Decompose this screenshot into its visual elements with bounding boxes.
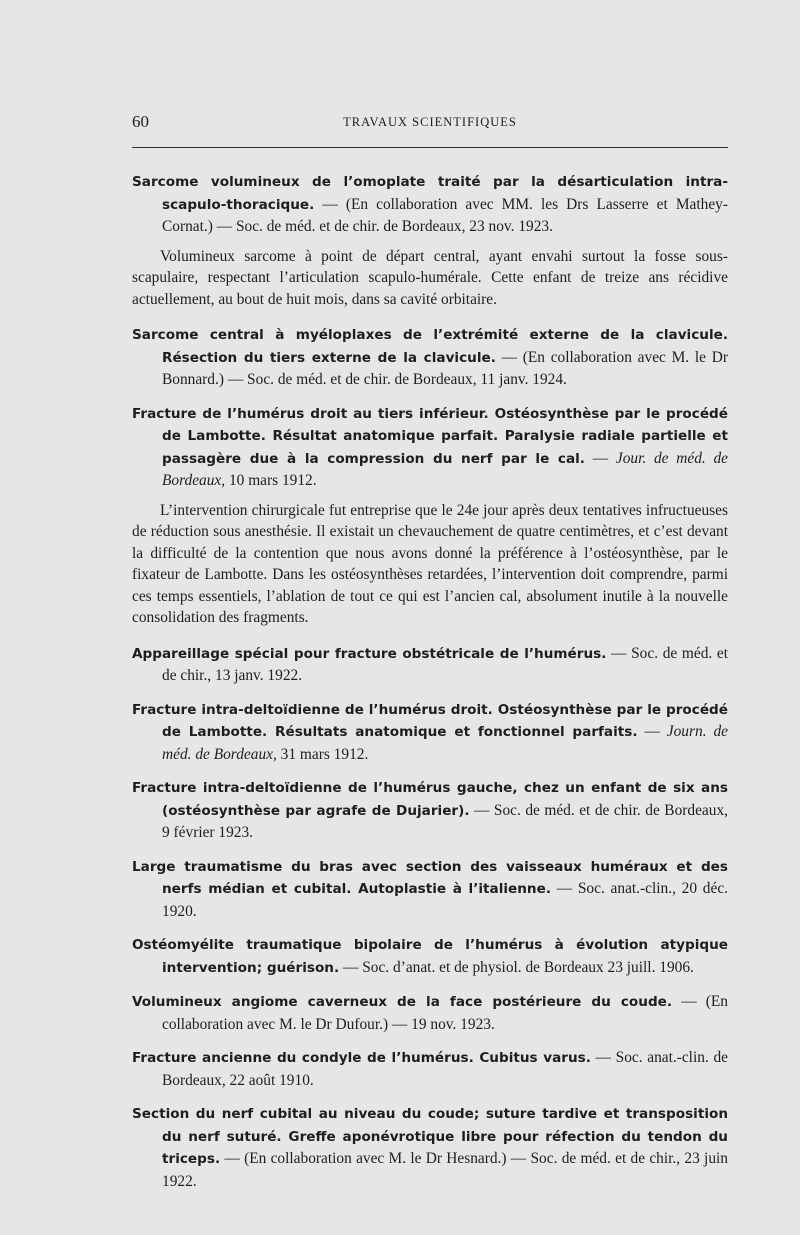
bibliography-list xyxy=(132,171,728,1204)
entry-title: Ostéomyélite traumatique bipolaire de l’humérus à évolution atypique intervention; guérison. xyxy=(132,937,728,976)
bibliography-entry xyxy=(132,1103,728,1192)
running-title: TRAVAUX SCIENTIFIQUES xyxy=(343,115,517,129)
entry-reference: — (En collaboration avec M. le Dr Bonnard.) — Soc. de méd. et de chir. de Bordeaux, 11 janv. 1924. xyxy=(162,348,728,388)
entry-title: Large traumatisme du bras avec section des vaisseaux huméraux et des nerfs médian et cubital. Autoplastie à l’italienne. xyxy=(132,858,728,897)
bibliography-entry xyxy=(132,856,728,923)
bibliography-entry xyxy=(132,403,728,492)
entry-title: Section du nerf cubital au niveau du coude; suture tardive et transposition du nerf suturé. Greffe aponévrotique libre pour réfection du tendon du triceps. xyxy=(132,1106,728,1167)
entry-reference: — (En collaboration avec M. le Dr Hesnard.) — Soc. de méd. et de chir., 23 juin 1922. xyxy=(162,1150,728,1190)
entry-reference: — Soc. de méd. et de chir., 13 janv. 1922. xyxy=(162,644,728,684)
entry-title: Appareillage spécial pour fracture obstétricale de l’humérus. xyxy=(132,645,607,662)
entry-title: Sarcome central à myéloplaxes de l’extrémité externe de la clavicule. Résection du tiers externe de la clavicule. xyxy=(132,327,728,366)
entry-reference: — (En collaboration avec M. le Dr Dufour.) — 19 nov. 1923. xyxy=(162,993,728,1033)
entry-reference-date: 31 mars 1912. xyxy=(276,745,369,763)
journal-name: Jour. de méd. de Bordeaux, xyxy=(162,449,729,489)
bibliography-entry xyxy=(132,1047,728,1091)
entry-reference: — (En collaboration avec MM. les Drs Lasserre et Mathey-Cornat.) — Soc. de méd. et de chir. de Bordeaux, 23 nov. 1923. xyxy=(162,195,728,235)
entry-title: Fracture intra-deltoïdienne de l’humérus gauche, chez un enfant de six ans (ostéosynthèse par agrafe de Dujarier). xyxy=(132,780,728,819)
entry-summary: Volumineux sarcome à point de départ central, ayant envahi surtout la fosse sous-scapulaire, respectant l’articulation scapulo-humérale. Cette enfant de treize ans récidive actuellement, au bout de huit mois, dans sa cavité orbitaire. xyxy=(132,247,728,308)
bibliography-entry xyxy=(132,699,728,766)
entry-title: Volumineux angiome caverneux de la face postérieure du coude. xyxy=(132,994,673,1010)
entry-title: Fracture intra-deltoïdienne de l’humérus droit. Ostéosynthèse par le procédé de Lambotte. Résultats anatomique et fonctionnel parfaits. xyxy=(132,701,728,740)
bibliography-entry xyxy=(132,777,728,844)
entry-reference-date: 10 mars 1912. xyxy=(225,472,317,489)
journal-name: Journ. de méd. de Bordeaux, xyxy=(162,723,728,763)
entry-reference: — Soc. anat.-clin. de Bordeaux, 22 août 1910. xyxy=(162,1049,728,1089)
page-header xyxy=(132,112,728,136)
entry-reference: — Soc. anat.-clin., 20 déc. 1920. xyxy=(162,880,728,920)
entry-reference-prefix: — xyxy=(637,723,667,740)
entry-title: Fracture ancienne du condyle de l’humérus. Cubitus varus. xyxy=(132,1050,591,1066)
bibliography-entry xyxy=(132,991,728,1035)
entry-summary: L’intervention chirurgicale fut entreprise que le 24e jour après deux tentatives infructueuses de réduction sous anesthésie. Il existait un chevauchement de quatre centimètres, et c’est devant la difficulté de la contention que nous avons donné la préférence à l’ostéosynthèse, par le fixateur de Lambotte. Dans les ostéosynthèses retardées, l’intervention doit comprendre, parmi ces temps essentiels, l’ablation de tout ce qui est l’ancien cal, absolument inutile à la nouvelle consolidation des fragments. xyxy=(132,501,728,626)
header-rule xyxy=(132,147,728,148)
bibliography-entry xyxy=(132,643,728,687)
entry-reference: — Soc. de méd. et de chir. de Bordeaux, 9 février 1923. xyxy=(162,801,728,841)
bibliography-entry xyxy=(132,171,728,238)
bibliography-entry xyxy=(132,324,728,391)
bibliography-entry xyxy=(132,934,728,979)
entry-reference-prefix: — xyxy=(584,449,616,467)
entry-title: Fracture de l’humérus droit au tiers inférieur. Ostéosynthèse par le procédé de Lambotte. Résultat anatomique parfait. Paralysie radiale partielle et passagère due à la compression du nerf par le cal. xyxy=(132,405,728,467)
entry-title: Sarcome volumineux de l’omoplate traité par la désarticulation intra-scapulo-thoracique. xyxy=(132,174,728,213)
page-number: 60 xyxy=(132,112,149,131)
entry-reference: — Soc. d’anat. et de physiol. de Bordeaux 23 juill. 1906. xyxy=(339,958,694,976)
